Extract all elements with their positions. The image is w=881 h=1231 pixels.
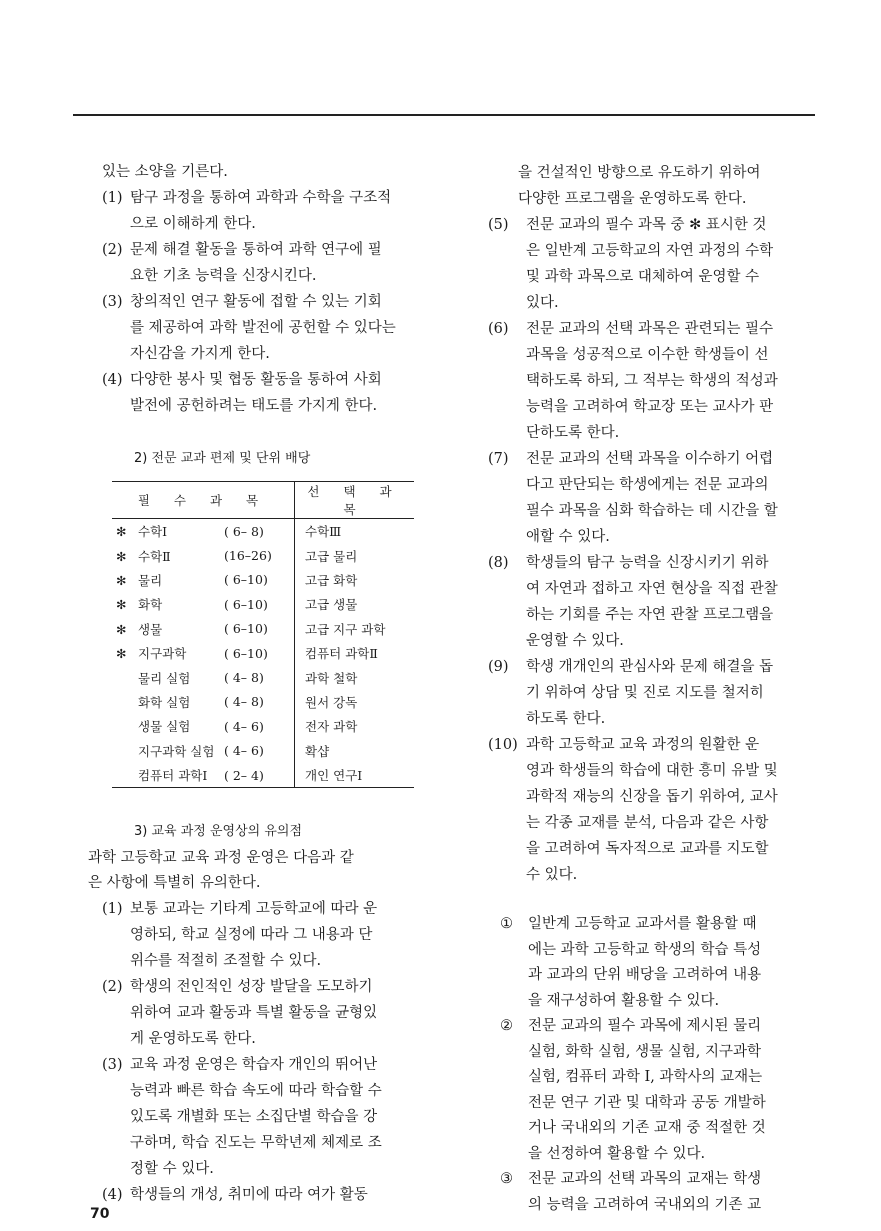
list-item: (2) 학생의 전인적인 성장 발달을 도모하기 위하여 교과 활동과 특별 활동을 균형있 게 운영하도록 한다. bbox=[102, 979, 378, 1048]
circled-list bbox=[488, 912, 818, 1218]
elective-name: 고급 물리 bbox=[295, 543, 415, 567]
list-item: (8) 학생들의 탐구 능력을 신장시키기 위하 여 자연과 접하고 자연 현상을 직접 관찰 하는 기회를 주는 자연 관찰 프로그램을 운영할 수 있다. bbox=[488, 555, 778, 649]
table-row bbox=[112, 739, 414, 763]
list-item: (9) 학생 개개인의 관심사와 문제 해결을 돕 기 위하여 상담 및 진로 지도를 철저히 하도록 한다. bbox=[488, 659, 774, 727]
subject-name: 지구과학 bbox=[138, 646, 187, 662]
table-row bbox=[112, 592, 414, 616]
elective-name: 확샵 bbox=[295, 739, 415, 763]
list-item: (5) 전문 교과의 필수 과목 중 ✻ 표시한 것 은 일반계 고등학교의 자연 과정의 수학 및 과학 과목으로 대체하여 운영할 수 있다. bbox=[488, 217, 774, 311]
asterisk-mark: ✻ bbox=[116, 646, 127, 662]
elective-name: 전자 과학 bbox=[295, 714, 415, 738]
right-column bbox=[488, 160, 818, 1218]
subject-name: 수학Ⅱ bbox=[138, 548, 171, 564]
section3-intro: 과학 고등학교 교육 과정 운영은 다음과 같 은 사항에 특별히 유의한다. bbox=[88, 850, 354, 892]
list-item: (10) 과학 고등학교 교육 과정의 원활한 운 영과 학생들의 학습에 대한 흥미 유발 및 과학적 재능의 신장을 돕기 위하여, 교사 는 각종 교재를 분석, 다음과 같은 사항 을 고려하여 독자적으로 교과를 지도할 수 있다. bbox=[488, 737, 778, 883]
table-row bbox=[112, 641, 414, 665]
subject-name: 화학 실험 bbox=[138, 694, 191, 710]
elective-name: 고급 생물 bbox=[295, 592, 415, 616]
table-row bbox=[112, 690, 414, 714]
list-item: ② 전문 교과의 필수 과목에 제시된 물리 실험, 화학 실험, 생물 실험, 지구과학 실험, 컴퓨터 과학 Ⅰ, 과학사의 교재는 전문 연구 기관 및 대학과 공동 개발하 거나 국내외의 기존 교재 중 적절한 것 을 선정하여 활용할 수 있다. bbox=[500, 1018, 766, 1162]
subject-units: ( 4– 6) bbox=[224, 743, 264, 759]
page-number: 70 bbox=[90, 1206, 110, 1222]
subject-units: ( 6–10) bbox=[224, 572, 268, 588]
table-row bbox=[112, 617, 414, 641]
list-item: (1) 탐구 과정을 통하여 과학과 수학을 구조적 으로 이해하게 한다. bbox=[102, 190, 392, 232]
subject-name: 수학Ⅰ bbox=[138, 524, 168, 540]
list-item: (3) 교육 과정 운영은 학습자 개인의 뛰어난 능력과 빠른 학습 속도에 따라 학습할 수 있도록 개별화 또는 소집단별 학습을 강 구하며, 학습 진도는 무학년제 체제로 조 정할 수 있다. bbox=[102, 1057, 382, 1178]
subject-name: 물리 bbox=[138, 572, 163, 588]
elective-name: 개인 연구Ⅰ bbox=[295, 763, 415, 788]
list-item: (4) 다양한 봉사 및 협동 활동을 통하여 사회 발전에 공헌하려는 태도를 가지게 한다. bbox=[102, 372, 382, 414]
guidelines-list bbox=[88, 896, 428, 1208]
list-item: (3) 창의적인 연구 활동에 접할 수 있는 기회 를 제공하여 과학 발전에 공헌할 수 있다는 자신감을 가지게 한다. bbox=[102, 294, 396, 362]
table-row bbox=[112, 763, 414, 788]
left-column bbox=[88, 160, 428, 1208]
asterisk-mark: ✻ bbox=[116, 548, 127, 564]
subject-units: ( 4– 8) bbox=[224, 670, 264, 686]
list-item: (2) 문제 해결 활동을 통하여 과학 연구에 필 요한 기초 능력을 신장시킨다. bbox=[102, 242, 382, 284]
list-item: ③ 전문 교과의 선택 과목의 교재는 학생 의 능력을 고려하여 국내외의 기존 교 bbox=[500, 1171, 762, 1213]
elective-name: 수학Ⅲ bbox=[295, 519, 415, 544]
subject-units: ( 4– 8) bbox=[224, 694, 264, 710]
list-item: ① 일반계 고등학교 교과서를 활용할 때 에는 과학 고등학교 학생의 학습 특성 과 교과의 단위 배당을 고려하여 내용 을 재구성하여 활용할 수 있다. bbox=[500, 916, 762, 1009]
objectives-list bbox=[88, 185, 428, 419]
elective-name: 과학 철학 bbox=[295, 665, 415, 689]
list-item: (4) 학생들의 개성, 취미에 따라 여가 활동 bbox=[102, 1187, 368, 1204]
asterisk-mark: ✻ bbox=[116, 597, 127, 613]
subject-name: 컴퓨터 과학Ⅰ bbox=[138, 768, 208, 784]
section-heading-3: 3) 교육 과정 운영상의 유의점 bbox=[134, 824, 303, 840]
elective-name: 원서 강독 bbox=[295, 690, 415, 714]
elective-name: 고급 지구 과학 bbox=[295, 617, 415, 641]
subject-units: ( 2– 4) bbox=[224, 763, 295, 788]
subject-units: ( 6–10) bbox=[224, 596, 268, 612]
subject-name: 화학 bbox=[138, 597, 163, 613]
subject-units: ( 4– 6) bbox=[224, 718, 264, 734]
table-header-elective: 선 택 과 목 bbox=[295, 482, 415, 519]
asterisk-mark: ✻ bbox=[116, 524, 127, 540]
list-item: (7) 전문 교과의 선택 과목을 이수하기 어렵 다고 판단되는 학생에게는 전문 교과의 필수 과목을 심화 학습하는 데 시간을 할 애할 수 있다. bbox=[488, 451, 778, 545]
subject-name: 생물 실험 bbox=[138, 719, 191, 735]
asterisk-mark: ✻ bbox=[116, 572, 127, 588]
subject-name: 지구과학 실험 bbox=[138, 743, 215, 759]
continuation-text: 을 건설적인 방향으로 유도하기 위하여 다양한 프로그램을 운영하도록 한다. bbox=[518, 165, 761, 207]
subject-table bbox=[112, 481, 414, 788]
list-item: (6) 전문 교과의 선택 과목은 관련되는 필수 과목을 성공적으로 이수한 학생들이 선 택하도록 하되, 그 적부는 학생의 적성과 능력을 고려하여 학교장 또는 교사가 판 단하도록 한다. bbox=[488, 321, 778, 441]
subject-units: (16–26) bbox=[224, 548, 272, 564]
table-row bbox=[112, 665, 414, 689]
table-row bbox=[112, 568, 414, 592]
table-row bbox=[112, 543, 414, 567]
elective-name: 고급 화학 bbox=[295, 568, 415, 592]
list-item: (1) 보통 교과는 기타계 고등학교에 따라 운 영하되, 학교 실정에 따라 그 내용과 단 위수를 적절히 조절할 수 있다. bbox=[102, 901, 378, 970]
subject-units: ( 6–10) bbox=[224, 621, 268, 637]
header-rule bbox=[73, 114, 815, 116]
section-heading-2: 2) 전문 교과 편제 및 단위 배당 bbox=[134, 451, 311, 466]
table-header-required: 필 수 과 목 bbox=[112, 482, 295, 519]
table-row bbox=[112, 519, 414, 544]
subject-name: 생물 bbox=[138, 621, 163, 637]
asterisk-mark: ✻ bbox=[116, 621, 127, 637]
subject-name: 물리 실험 bbox=[138, 670, 191, 686]
subject-units: ( 6–10) bbox=[224, 645, 268, 661]
elective-name: 컴퓨터 과학Ⅱ bbox=[295, 641, 415, 665]
intro-text: 있는 소양을 기른다. bbox=[102, 164, 228, 180]
guidelines-list-continued bbox=[488, 212, 818, 888]
subject-units: ( 6– 8) bbox=[224, 523, 264, 539]
table-row bbox=[112, 714, 414, 738]
